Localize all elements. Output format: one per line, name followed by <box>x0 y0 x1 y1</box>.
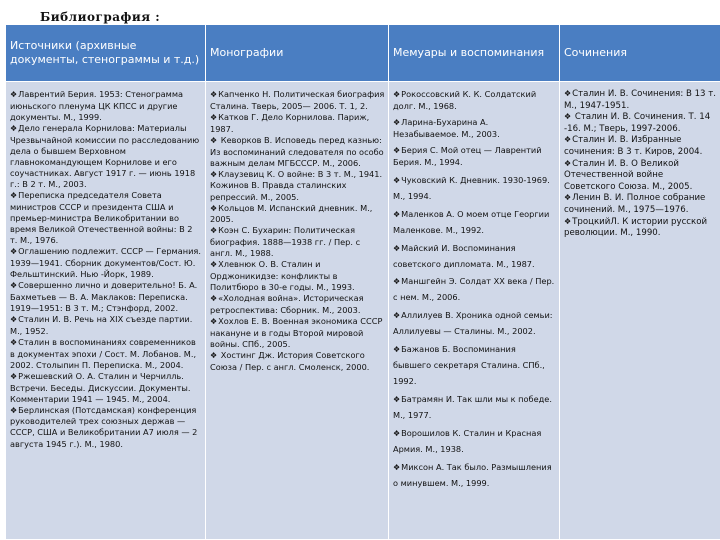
list-item: ❖ «Холодная война». Историческая ретроспектива: Сборник. М., 2003. <box>210 293 385 316</box>
monographs-cell <box>206 82 389 540</box>
list-item: ❖ Берлинская (Потсдамская) конференция руководителей трех союзных держав — СССР, США и Великобритании А7 июля — 2 августа 1945 г.). М., 1980. <box>10 405 202 450</box>
list-item: ❖ Сталин И. В. Сочинения: В 13 т. М., 1947-1951. <box>564 89 717 112</box>
list-item: ❖ Ржешевский О. А. Сталин и Черчилль. Встречи. Беседы. Дискуссии. Документы. Комментарии 1941 — 1945. М., 2004. <box>10 371 202 405</box>
list-item: ❖ Чуковский К. Дневник. 1930-1969. М., 1994. <box>393 173 556 205</box>
list-item: ❖ Сталин И. В. Речь на XIX съезде партии. М., 1952. <box>10 314 202 337</box>
list-item: ❖ Сталин в воспоминаниях современников в документах эпохи / Сост. М. Лобанов. М., 2002. Столыпин П. Переписка. М., 2004. <box>10 337 202 371</box>
list-item: ❖ Коэн С. Бухарин: Политическая биография. 1888—1938 гг. / Пер. с англ. М., 1988. <box>210 225 385 259</box>
header-works: Сочинения <box>560 25 720 82</box>
header-sources: Источники (архивные документы, стенограммы и т.д.) <box>6 25 206 82</box>
table-header-row <box>6 25 720 82</box>
list-item: ❖ Ленин В. И. Полное собрание сочинений. М., 1975—1976. <box>564 193 717 216</box>
works-cell <box>560 82 720 540</box>
header-monographs: Монографии <box>206 25 389 82</box>
header-memoirs: Мемуары и воспоминания <box>389 25 560 82</box>
list-item: ❖ Катков Г. Дело Корнилова. Париж, 1987. <box>210 112 385 135</box>
bibliography-table <box>5 24 720 540</box>
list-item: ❖ Маншгейн Э. Солдат XX века / Пер. с нем. М., 2006. <box>393 274 556 306</box>
list-item: ❖ Майский И. Воспоминания советского дипломата. М., 1987. <box>393 241 556 273</box>
list-item: ❖ Хостинг Дж. История Советского Союза / Пер. с англ. Смоленск, 2000. <box>210 350 385 373</box>
list-item: ❖ Переписка председателя Совета министров СССР и президента США и премьер-министра Великобритании во время Великой Отечественной войны: В 2 т. М., 1976. <box>10 190 202 246</box>
sources-cell <box>6 82 206 540</box>
list-item: ❖ Хлевнюк О. В. Сталин и Орджоникидзе: конфликты в Политбюро в 30-е годы. М., 1993. <box>210 259 385 293</box>
list-item: ❖ Хохлов Е. В. Военная экономика СССР накануне и в годы Второй мировой войны. СПб., 2005. <box>210 316 385 350</box>
list-item: ❖ Кольцов М. Испанский дневник. М., 2005. <box>210 203 385 226</box>
list-item: ❖ Ворошилов К. Сталин и Красная Армия. М., 1938. <box>393 426 556 458</box>
list-item: ❖ Совершенно лично и доверительно! Б. А. Бахметьев — В. А. Маклаков: Переписка. 1919—1951: В 3 т. М.; Стэнфорд, 2002. <box>10 280 202 314</box>
list-item: ❖ Кеворков В. Исповедь перед казнью: Из воспоминаний следователя по особо важным делам МГБСССР. М., 2006. <box>210 135 385 169</box>
memoirs-cell <box>389 82 560 540</box>
list-item: ❖ Лаврентий Берия. 1953: Стенограмма июньского пленума ЦК КПСС и другие документы. М., 1999. <box>10 89 202 123</box>
list-item: ❖ Сталин И. В. Избранные сочинения: В 3 т. Киров, 2004. <box>564 135 717 158</box>
list-item: ❖ Ларина-Бухарина А. Незабываемое. М., 2003. <box>393 117 556 140</box>
list-item: ❖ ТроцкийЛ. К истории русской революции. М., 1990. <box>564 217 717 240</box>
table-row <box>6 82 720 540</box>
list-item: ❖ Дело генерала Корнилова: Материалы Чрезвычайной комиссии по расследованию дела о бывшем Верховном главнокомандующем Корнилове и его соучастниках. Август 1917 г. — июнь 1918 г.: В 2 т. М., 2003. <box>10 123 202 190</box>
page-title: Библиография : <box>40 10 161 24</box>
list-item: ❖ Капченко Н. Политическая биография Сталина. Тверь, 2005— 2006. Т. 1, 2. <box>210 89 385 112</box>
list-item: ❖ Берия С. Мой отец — Лаврентий Берия. М., 1994. <box>393 145 556 168</box>
list-item: ❖ Клаузевиц К. О войне: В 3 т. М., 1941. Кожинов В. Правда сталинских репрессий. М., 2005. <box>210 169 385 203</box>
list-item: ❖ Оглашению подлежит. СССР — Германия. 1939—1941. Сборник документов/Сост. Ю. Фельштинский. Нью -Йорк, 1989. <box>10 246 202 280</box>
list-item: ❖ Аллилуев В. Хроника одной семьи: Аллилуевы — Сталины. М., 2002. <box>393 308 556 340</box>
list-item: ❖ Рокоссовский К. К. Солдатский долг. М., 1968. <box>393 89 556 112</box>
list-item: ❖ Миксон А. Так было. Размышления о минувшем. М., 1999. <box>393 460 556 492</box>
list-item: ❖ Сталин И. В. Сочинения. Т. 14 -16. М.; Тверь, 1997-2006. <box>564 112 717 135</box>
list-item: ❖ Сталин И. В. О Великой Отечественной войне Советского Союза. М., 2005. <box>564 159 717 194</box>
list-item: ❖ Бажанов Б. Воспоминания бывшего секретаря Сталина. СПб., 1992. <box>393 342 556 390</box>
list-item: ❖ Батрамян И. Так шли мы к победе. М., 1977. <box>393 392 556 424</box>
list-item: ❖ Маленков А. О моем отце Георгии Маленкове. М., 1992. <box>393 207 556 239</box>
